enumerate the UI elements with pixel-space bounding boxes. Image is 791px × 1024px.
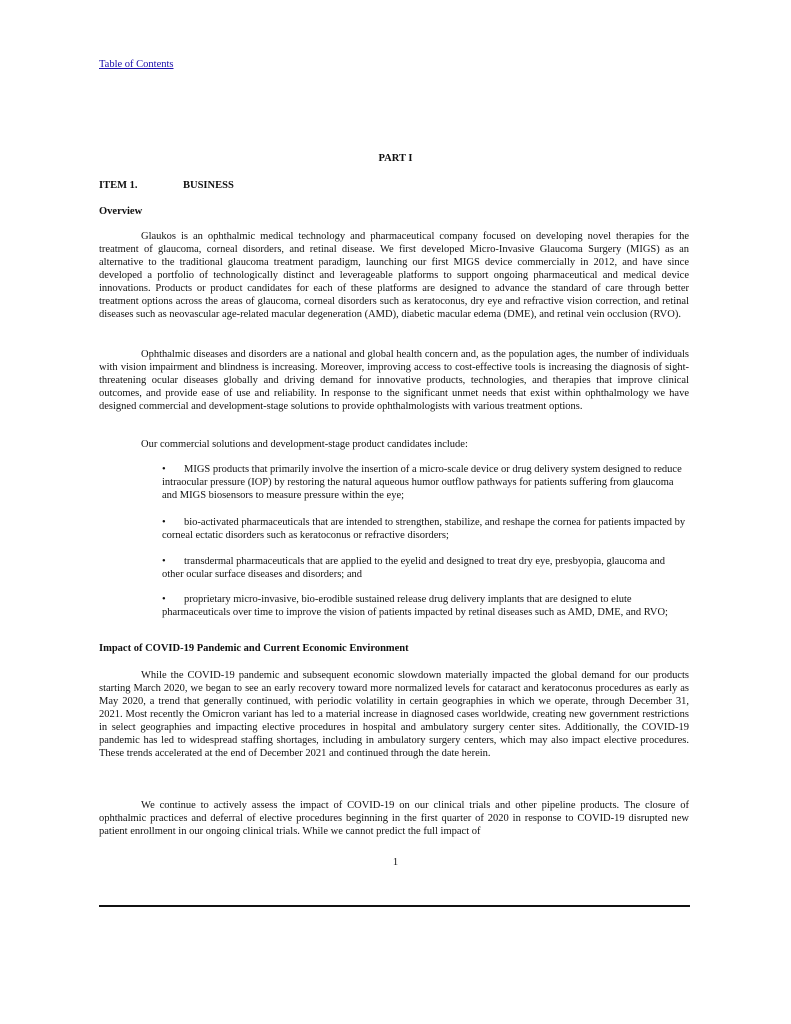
list-item-text: MIGS products that primarily involve the insertion of a micro-scale device or drug delivery system designed to reduce intraocular pressure (IOP) by restoring the natural aqueous humor outflow pathways for patients suffering from glaucoma and MIGS biosensors to measure pressure within the eye; bbox=[162, 464, 682, 501]
paragraph-clinical-trials: We continue to actively assess the impact of COVID-19 on our clinical trials and other pipeline products. The closure of ophthalmic practices and deferral of elective procedures beginning in the first quarter of 2020 in response to COVID-19 disrupted new patient enrollment in our ongoing clinical trials. While we cannot predict the full impact of bbox=[99, 800, 689, 837]
paragraph-ophthalmic-diseases: Ophthalmic diseases and disorders are a national and global health concern and, as the population ages, the number of individuals with vision impairment and blindness is increasing. Moreover, improving access to cost-effective tools is increasing the diagnosis of sight-threatening ocular diseases globally and driving demand for innovative products, technologies, and therapies that improve clinical outcomes, and provide ease of use and reliability. In response to the significant unmet needs that exist within ophthalmology we have designed commercial and development-stage solutions to provide ophthalmologists with various treatment options. bbox=[99, 349, 689, 412]
list-item bbox=[162, 555, 689, 581]
overview-heading: Overview bbox=[99, 206, 143, 217]
bullet-icon: • bbox=[162, 556, 166, 567]
list-item-text: transdermal pharmaceuticals that are applied to the eyelid and designed to treat dry eye, presbyopia, glaucoma and other ocular surface diseases and disorders; and bbox=[162, 556, 666, 580]
item-heading bbox=[99, 180, 234, 191]
list-item bbox=[162, 593, 689, 619]
covid-heading: Impact of COVID-19 Pandemic and Current Economic Environment bbox=[99, 643, 409, 654]
page-divider bbox=[99, 905, 690, 907]
item-title: BUSINESS bbox=[183, 180, 234, 191]
table-of-contents-link[interactable]: Table of Contents bbox=[99, 59, 174, 70]
list-item-text: bio-activated pharmaceuticals that are intended to strengthen, stabilize, and reshape the cornea for patients impacted by corneal ectatic disorders such as keratoconus or refractive disorders; bbox=[162, 517, 686, 541]
paragraph-covid-impact: While the COVID-19 pandemic and subsequent economic slowdown materially impacted the global demand for our products starting March 2020, we began to see an early recovery toward more normalized levels for cataract and keratoconus procedures as early as May 2020, a trend that generally continued, with periodic volatility in certain geographies in which we operate, through December 31, 2021. Most recently the Omicron variant has led to a material increase in diagnosed cases worldwide, creating new government restrictions in select geographies and impacting elective procedures in hospital and ambulatory surgery center sites. Additionally, the COVID-19 pandemic has led to widespread staffing shortages, including in ambulatory surgery centers, which may also impact elective procedures. These trends accelerated at the end of December 2021 and continued through the date herein. bbox=[99, 670, 689, 759]
item-number: ITEM 1. bbox=[99, 180, 138, 191]
bullet-icon: • bbox=[162, 594, 166, 605]
part-title: PART I bbox=[378, 153, 413, 164]
paragraph-solutions-intro: Our commercial solutions and development-stage product candidates include: bbox=[141, 439, 468, 450]
bullet-icon: • bbox=[162, 464, 166, 475]
list-item-text: proprietary micro-invasive, bio-erodible sustained release drug delivery implants that are designed to elute pharmaceuticals over time to improve the vision of patients impacted by retinal diseases such as AMD, DME, and RVO; bbox=[162, 594, 668, 618]
paragraph-overview: Glaukos is an ophthalmic medical technology and pharmaceutical company focused on developing novel therapies for the treatment of glaucoma, corneal disorders, and retinal disease. We first developed Micro-Invasive Glaucoma Surgery (MIGS) as an alternative to the traditional glaucoma treatment paradigm, launching our first MIGS device commercially in 2012, and have since developed a portfolio of technologically distinct and leverageable platforms to support ongoing pharmaceutical and medical device innovations. Products or product candidates for each of these platforms are designed to advance the standard of care through better treatment options across the areas of glaucoma, corneal disorders such as keratoconus, dry eye and refractive vision correction, and retinal diseases such as neovascular age-related macular degeneration (AMD), diabetic macular edema (DME), and retinal vein occlusion (RVO). bbox=[99, 231, 689, 320]
bullet-icon: • bbox=[162, 517, 166, 528]
page-number: 1 bbox=[392, 857, 399, 868]
list-item bbox=[162, 463, 689, 502]
list-item bbox=[162, 516, 689, 542]
